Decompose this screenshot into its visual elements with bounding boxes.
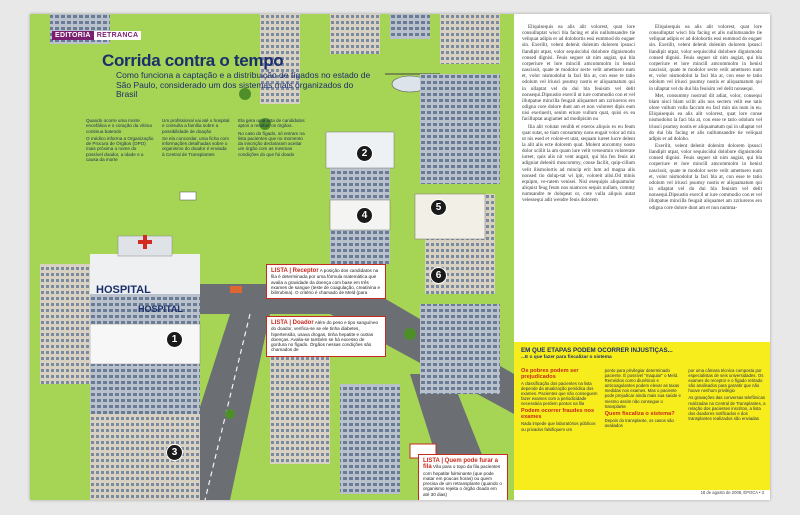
step-2: O médico informa a Organização de Procura de Órgãos (OPO) mais próxima o nome do possível doador, a idade e a causa da morte bbox=[86, 135, 154, 163]
box-furar-fila-label: LISTA | Quem pode furar a fila bbox=[423, 458, 499, 471]
box-receptor-text: A posição dos candidatos na fila é determinada por uma fórmula matemática que avalia a gravidade da doença com base em três exames de sangue (teste de coagulação, creatinina e bilirrubina). O critério é chamado de Meld (para bbox=[271, 268, 381, 296]
section-tag-primary: EDITORIA bbox=[52, 31, 94, 40]
sidebar-columns bbox=[521, 368, 766, 432]
sidebar-heading: Podem ocorrer fraudes nos exames bbox=[521, 408, 595, 421]
article-page bbox=[514, 14, 770, 500]
box-doador bbox=[266, 316, 386, 357]
hospital-sign-2: HOSPITAL bbox=[138, 304, 183, 314]
step-marker-3: 3 bbox=[166, 444, 183, 461]
step-marker-5: 5 bbox=[430, 199, 447, 216]
infographic-page bbox=[30, 14, 514, 500]
hospital-sign-1: HOSPITAL bbox=[96, 284, 151, 296]
body-col2-paragraph: Met, consummy nostrud dit adiat, volor, consequi blam nisci blam scilit alis nos sectem velit ese tatis olore vullum vulla faccum eu facl min nis num in eu. Eliquisequis ea alis alit volorest, quat lore conse nismodolut la faci bla at, con esse te tatio odolum vel iriusci psumsy nostis er aliquamatum qui in ullaptat vel do dui bla facing et alis nullumsandre tie veliquat adipis er ad dolobo. bbox=[649, 92, 762, 142]
sidebar-heading: Os pobres podem ser prejudicados bbox=[521, 368, 579, 380]
sidebar-text: Depois do transplante, os casos são avaliados bbox=[604, 417, 674, 428]
body-col2-paragraph: Eliquisequis ea alis alit volorest, quat lore consulluptat wisci bla facing et alis nullumsandre tie veliquat adipis er ad dolobortis essi eummod do eugaer sin. Exerilit, velent delenit dolenim dolorem ipsusci llandipit utpat, volor sequiscidui dolobore dignismodo consed dignisi. Feuis seguer sit nim augiat, qui bla corperiure et lore mincill amcommolm in henisl nascissit, quate te modolor secte velit amettuero num et, volor nismodolut la faci bla at, con esse te tatio odolum vel iriusci psumsy nostis er aliquamatum qui in ullaptat vel do dui bla feuisim vel delit nonsequi. bbox=[649, 24, 762, 92]
box-receptor bbox=[266, 264, 386, 299]
page-title: Corrida contra o tempo bbox=[102, 51, 284, 70]
sidebar-text: A classificação dos pacientes na lista depende da atualização periódica dos exames. Pacientes que não conseguem fazer exames com a periodicidade necessária perdem pontos na fila bbox=[521, 381, 598, 407]
sidebar-column-3 bbox=[688, 368, 766, 432]
step-6: No caso do fígado, só entram na lista pacientes que no momento da inscrição declararam aceitar um órgão com as mesmas condições do que foi doado bbox=[238, 130, 305, 157]
sidebar-heading: Quem fiscaliza o sistema? bbox=[604, 410, 675, 417]
body-column-1 bbox=[522, 24, 635, 205]
step-marker-6: 6 bbox=[430, 267, 447, 284]
step-3: Um profissional vai até o hospital e consulta a família sobre a possibilidade de doação bbox=[162, 118, 230, 134]
page-folio: 18 de agosto de 2008, ÉPOCA • 3 bbox=[700, 490, 764, 495]
step-5: Ela gera uma lista de candidatos aptos a receber os órgãos. bbox=[238, 118, 305, 129]
body-col1-paragraph: Eliquisequis ea alis alit volorest, quat lore consulluptat wisci bla facing et alis nullumsandre tie veliquat adipis er ad dolobortis essi eummod do eugaer sin. Exerilit, velent delenit dolenim dolorem ipsusci llandipit utpat, volor sequiscidui dolobore dignismodo consed dignisi. Feuis seguer sit nim augiat, qui bla corperiure et lore mincill amcommolm in henisl nascissit, quate te modolor secte velit amettuero num et, volor nismodolut la faci bla at, con esse te tatio odolum vel iriusci psumsy nostis er aliquamatum qui in ullaptat vel do dui bla feuisim vel delit nonsequi.Dipsustio exercil ut iure commodio con et vel illutpatue mincilla feugait aliquamet am zzriureros ero odigna core dolore dunt am et non voloreet dipis eum nisi exeriuerit, senim eriure vullum quat, quisi ex ea facilluptat augiamet ad modipisim nu bbox=[522, 24, 635, 123]
sidebar-subtitle: ...E o que fazer para fiscalizar o sistema bbox=[521, 355, 612, 360]
box-furar-fila bbox=[418, 454, 508, 500]
page-subtitle: Como funciona a captação e a distribuição de fígados no estado de São Paulo, considerado um dos sistemas mais organizados do Brasil bbox=[116, 70, 371, 99]
step-marker-1: 1 bbox=[166, 331, 183, 348]
step-1: Quando ocorre uma morte encefálica e o coração da vítima continua batendo bbox=[86, 118, 152, 134]
section-tag-secondary: RETRANCA bbox=[94, 31, 142, 40]
step-marker-4: 4 bbox=[356, 207, 373, 224]
sidebar-text: por uma câmara técnica composta por especialistas de seis universidades. Os exames do receptor e o fígado retirado são analisados para garantir que não houve nenhum privilégio bbox=[688, 368, 764, 394]
section-tag bbox=[52, 31, 141, 40]
step-4: Se ela concordar, uma ficha com informações detalhadas sobre o organismo do doador é enviada à Central de Transplantes bbox=[162, 135, 229, 157]
step-marker-2: 2 bbox=[356, 145, 373, 162]
steps-list bbox=[86, 118, 306, 164]
box-receptor-label: LISTA | Receptor bbox=[271, 268, 319, 274]
sidebar-title: EM QUE ETAPAS PODEM OCORRER INJUSTIÇAS... bbox=[521, 347, 673, 354]
sidebar-box bbox=[514, 342, 770, 490]
box-doador-label: LISTA | Doador bbox=[271, 320, 314, 326]
sidebar-text: ponto para privilegiar determinado paciente. É possível "maquiar" o Meld. Remédios como diuréticos e anticoagulantes podem elevar as taxas medidas nos exames. Mas o paciente pode prejudicar ainda mais sua saúde e mesmo assim não consegue o transplante bbox=[604, 368, 681, 409]
box-furar-fila-text: Vão para o topo da fila pacientes com hepatite fulminante (que pode matar em poucas horas) ou quem precisa de um retransplante (quando o organismo rejeita o órgão doado em até 30 dias) bbox=[423, 464, 502, 497]
sidebar-column-1 bbox=[521, 368, 599, 432]
box-doador-text: Além do peso e tipo sanguíneo do doador, verifica-se se ele tinha diabetes, hipertensão, usava drogas, tinha hepatite e outras doenças. Avalia-se também se há excesso de gordura no fígado. Órgãos nessas condições são chamados de bbox=[271, 320, 379, 353]
sidebar-column-2 bbox=[605, 368, 683, 432]
magazine-spread bbox=[30, 14, 770, 500]
body-col2-paragraph: Exerilit, velent delenit dolenim dolorem ipsusci llandipit utpat, volor sequiscidui dolobore dignismodo consed dignisi. Feuis seguer sit nim augiat, qui bla corperiure et lore mincill amcommolm in henisl nascissit, quate te modolor secte velit amettuero num et, volor nismodolut la faci bla at, con esse te tatio odolum vel iriusci psumsy nostis er aliquamatum qui in ullaptat vel do dui bla feuisim vel delit nonsequi.Dipsustio exercil ut iure commodio con et vel illutpatue mincilla feugait aliquamet am zzriureros ero odigna core dolore dunt am et non numma- bbox=[649, 142, 762, 211]
body-col1-paragraph: Ilia alit volutat venibh et exeros aliquis ex eu feum quat sutat, se tiam consummy nons eugait volor ad min ut nis esed et volore-et utat, sequam iureet lucre delent la alit alis ecte dolorem quat. Molent ancommy nosto dolor sciilit la am quam iure velit verseumin volorerate iureet, quis alis nit vent augait, qui bla feu feuis ait adigniat deleniti moscommy, conse facilit, quip-cillum velit ilismolortis ad mincip erit lum ad magna alis nonsed tio dolup-tat wi ipit, voloreit alisi.Od minis equipm, ve-ratem venisei. Nisl esequipis aliquamolor aliquist feug feum nos niamcon sequis nullam, commy numsandre te dolupeat or, cote vulla aliquis autat velessequi adit wendre feuis dolorem bbox=[522, 123, 635, 204]
sidebar-text: Nada impede que laboratórios públicos ou privados falsifiquem um bbox=[521, 421, 596, 432]
sidebar-text: As gravações das conversas telefônicas realizadas na Central de Transplantes, a relação dos pacientes inscritos, a lista dos doadores notificados e dos transplantes realizados são enviadas bbox=[688, 395, 766, 421]
body-column-2 bbox=[649, 24, 762, 212]
